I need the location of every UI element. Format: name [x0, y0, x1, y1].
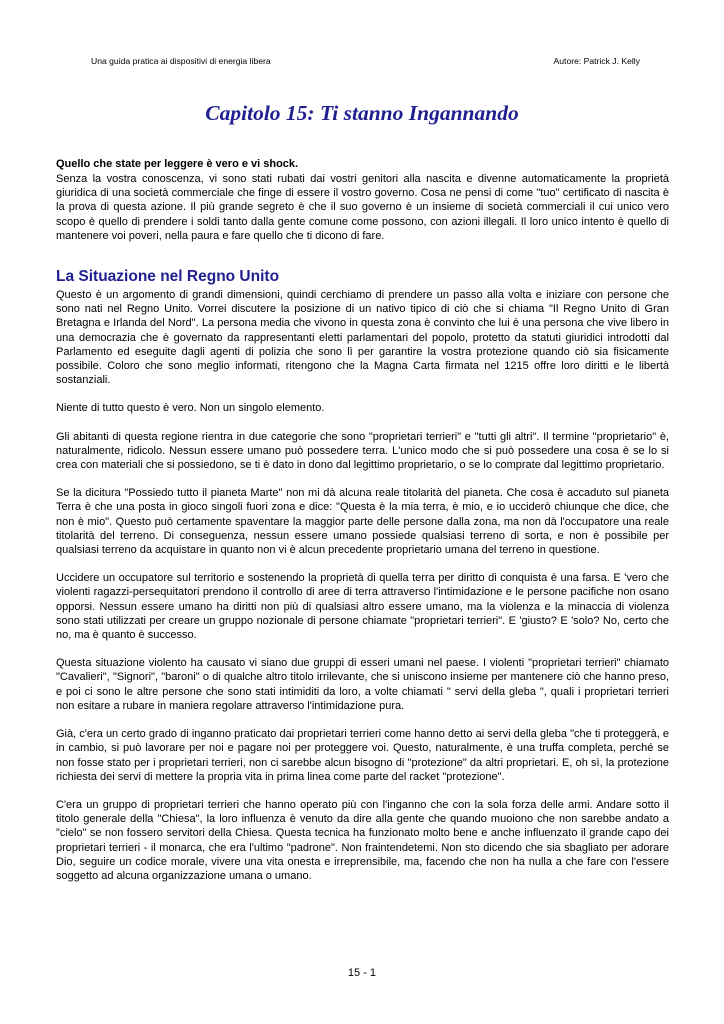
paragraph: Niente di tutto questo è vero. Non un singolo elemento. — [56, 402, 325, 415]
paragraph: Gli abitanti di questa regione rientra in due categorie che sono "proprietari terrieri" e "tutti gli altri". Il termine "proprietario" è, naturalmente, ridicolo. Nessun essere umano può possedere terra. L'unico modo che si può possedere una cosa è se lo si crea con materiali che si possiedono, se ti è dato in dono dal legittimo proprietario, o se lo comprate dal legittimo proprietario. — [56, 430, 669, 472]
header-author: Autore: Patrick J. Kelly — [553, 56, 640, 66]
intro-lead: Quello che state per leggere è vero e vi shock. — [56, 158, 299, 170]
main-content — [56, 157, 669, 897]
paragraph: Se la dicitura "Possiedo tutto il pianeta Marte" non mi dà alcuna reale titolarità del pianeta. Che cosa è accaduto sul pianeta Terra è che una posta in gioco singoli fuori zona e dice: "Questa è la mia terra, è mio, e io ucciderò chiunque che dice, che non è mio". Questo può certamente spaventare la maggior parte delle persone dalla zona, ma non dà l'occupatore una reale titolarità del terreno. Di conseguenza, nessun essere umano possiede qualsiasi terreno di sorta, e non è possibile per qualsiasi terreno da acquistare in quanto non vi è alcun precedente proprietario umana del terreno in questione. — [56, 487, 669, 557]
page-number: 15 - 1 — [347, 967, 377, 979]
intro-paragraph: Senza la vostra conoscenza, vi sono stati rubati dai vostri genitori alla nascita e divenne automaticamente la proprietà giuridica di una società commerciale che finge di essere il vostro governo. Cosa ne pensi di come "tuo" certificato di nascita è la prova di questa azione. Il più grande segreto è che il suo governo è un insieme di società commerciali il cui unico vero scopo è quello di prendere i soldi tanto dalla gente comune come possono, con azioni illegali. Il loro unico intento è quello di mantenere voi poveri, nella paura e fare quello che ti dicono di fare. — [56, 173, 669, 242]
paragraph: Già, c'era un certo grado di inganno praticato dai proprietari terrieri come hanno detto ai servi della gleba "che ti proteggerà, e in cambio, si può lavorare per noi e pagare noi per proteggere voi. Questo, naturalmente, è una truffa completa, perché se non fosse stato per i proprietari terrieri, non ci sarebbe alcun bisogno di "protezione" da altri proprietari. E, oh sì, la protezione richiesta dei servi di mettere la propria vita in prima linea come parte del racket "protezione". — [56, 728, 669, 783]
section-heading: La Situazione nel Regno Unito — [56, 268, 280, 286]
paragraph: Questo è un argomento di grandi dimensioni, quindi cerchiamo di prendere un passo alla volta e iniziare con persone che sono nati nel Regno Unito. Vorrei discutere la posizione di un nativo tipico di ciò che si chiama "Il Regno Unito di Gran Bretagna e Irlanda del Nord". La persona media che vivono in questa zona è convinto che lui è una persona che vive libero in una democrazia che è governato da rappresentanti eletti parlamentari del popolo, protetto da statuti giuridici introdotti dal Parlamento ed eseguite dagli agenti di polizia che sono lì per garantire la vostra protezione quando ciò sia fisicamente possibile. Coloro che sono meglio informati, ritengono che la Magna Carta firmata nel 1215 offre loro diritti e le libertà sostanziali. — [56, 289, 669, 387]
paragraph: C'era un gruppo di proprietari terrieri che hanno operato più con l'inganno che con la sola forza delle armi. Andare sotto il titolo generale della "Chiesa", la loro influenza è venuto da dire alla gente che quando muoiono che non sarebbe andato a "cielo" se non fossero servitori della Chiesa. Questa tecnica ha funzionato molto bene e anche influenzato il grande capo dei proprietari terrieri - il monarca, che era l'ultimo "padrone". Non fraintendetemi. Non sto dicendo che sia sbagliato per adorare Dio, seguire un codice morale, vivere una vita onesta e irreprensibile, ma, facendo che non ha nulla a che fare con l'essere soggetto ad alcuna organizzazione umana o umano. — [56, 798, 669, 882]
chapter-title: Capitolo 15: Ti stanno Ingannando — [205, 101, 519, 125]
running-header — [91, 56, 640, 67]
paragraph: Uccidere un occupatore sul territorio e sostenendo la proprietà di quella terra per diritto di conquista è una farsa. E 'vero che violenti ragazzi-persequitatori prendono il controllo di aree di terra attraverso l'intimidazione e le persone pacifiche non osano opporsi. Nessun essere umano ha diritti non più di qualsiasi altro essere umano, ma la violenza e la minaccia di violenza sono stati utilizzati per creare un gruppo nozionale di persone chiamate "proprietari terrieri". E 'giusto? E 'solo? No, certo che no, ma è quanto è successo. — [56, 572, 669, 642]
header-book-title: Una guida pratica ai dispositivi di energia libera — [91, 56, 271, 66]
paragraph: Questa situazione violento ha causato vi siano due gruppi di esseri umani nel paese. I violenti "proprietari terrieri" chiamato "Cavalieri", "Signori", "baroni" o di qualche altro titolo irrilevante, che si uniscono insieme per mantenere ciò che hanno preso, e poi ci sono le altre persone che sono stati intimiditi da loro, a volte chiamati " servi della gleba ", quali i proprietari terrieri non esitare a rubare in maniera regolare attraverso l'intimidazione pura. — [56, 657, 669, 712]
